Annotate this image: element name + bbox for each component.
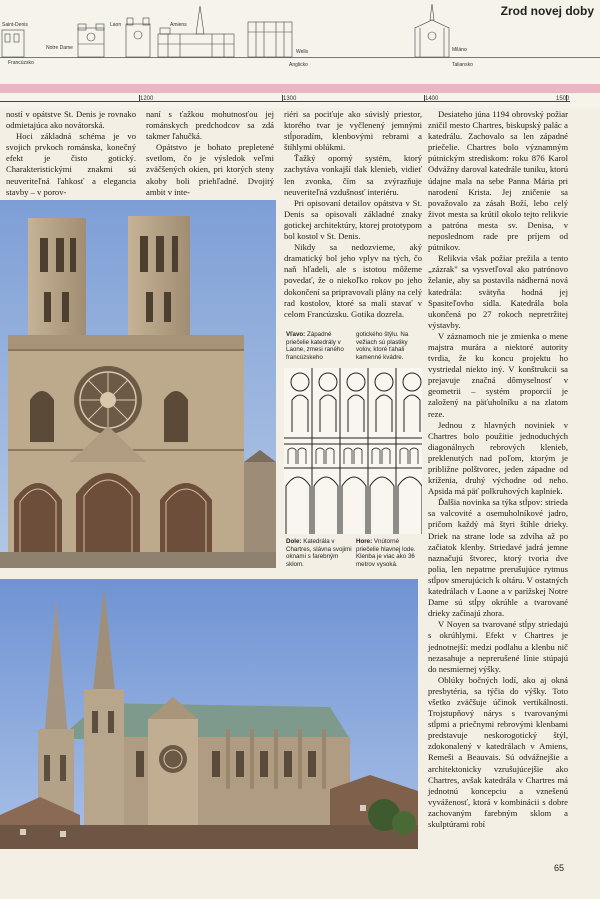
caption-text: Katedrála v Chartres, slávna svojimi oknami s farebným sklom. bbox=[286, 538, 352, 568]
caption-label: Vľavo: bbox=[286, 331, 306, 338]
place-label-amiens: Amiens bbox=[170, 22, 187, 28]
paragraph: Pri opisovaní detailov opátstva v St. Denis sa opisovali základné znaky gotickej architektúry, ktorej prototypom bol kostol v St. Denis. bbox=[284, 197, 422, 242]
caption-text: gotického štýlu. Na vežiach sú plastiky volov, ktoré ťahali kamenné kvádre. bbox=[356, 331, 409, 361]
text-column-3 bbox=[284, 109, 422, 320]
paragraph: Hoci základná schéma je vo svojich prvkoch románska, konečný efekt je čisto gotický. Charakteristickými znakmi sú neuveriteľná ľahkosť a elegancia stavby – v porov- bbox=[6, 131, 136, 197]
place-label-saint-denis: Saint-Denis bbox=[2, 22, 28, 28]
place-label-laon: Laon bbox=[110, 22, 122, 28]
paragraph: Relikvia však požiar prežila a tento „zázrak" sa vysvetľoval ako patrónovo želanie, aby sa postavila nádherná nová katedrála: svätyňa hodná jej Spasiteľovho sídla. Katedrála bola ukončená po 27 rokoch nepretržitej výstavby. bbox=[428, 253, 568, 330]
caption-label: Hore: bbox=[356, 538, 373, 545]
caption-label: Dole: bbox=[286, 538, 302, 545]
timeline-period-bar bbox=[0, 84, 600, 93]
paragraph: Ťažký oporný systém, ktorý zachytáva vonkajší tlak klenieb, vidieť len zvonka, čím sa zvýrazňuje neuveriteľná vzdušnosť interiéru. bbox=[284, 153, 422, 197]
chartres-cathedral-photo bbox=[0, 579, 418, 849]
text-column-2 bbox=[146, 109, 274, 198]
paragraph: Ďalšia novinka sa týka stĺpov: strieda sa valcovité a osemuholníkové jadro, pričom každý má štyri štíhle drieky. Driek na strane lode sa zdvíha až po začiatok klenby. Striedavé jadrá jemne naznačujú štvorec, ktorý tvoria dve polia, len nepatrne prerušujúce rytmus stĺpov smerujúcich k oltáru. V ostatných katedrálach v Laone a v parížskej Notre Dame sú stĺpy okrúhle a tvarované drieky začínajú zhora. bbox=[428, 497, 568, 619]
place-label-notre-dame: Notre Dame bbox=[46, 45, 73, 51]
place-label-wells: Wells bbox=[296, 49, 309, 55]
timeline-tick-label: 1300 bbox=[283, 96, 297, 102]
cathedral-silhouettes-icon bbox=[0, 0, 600, 58]
caption-top-left bbox=[286, 331, 354, 361]
chartres-cathedral-icon bbox=[0, 579, 418, 849]
paragraph: Nikdy sa nedozvieme, aký dramatický bol jeho vplyv na tých, čo naň hľadeli, ale s istotou môžeme povedať, že o niekoľko rokov po jeho dokončení sa pripravovali plány na celý rad kostolov, ktoré sa mali stavať v celom Francúzsku. Gotika dozrela. bbox=[284, 242, 422, 319]
timeline-tick-label: 1200 bbox=[140, 96, 154, 102]
chapter-title: Zrod novej doby bbox=[500, 4, 594, 18]
timeline-tick-label: 1500 bbox=[556, 96, 570, 102]
paragraph: naní s ťažkou mohutnosťou jej románskych predchodcov sa zdá takmer ľahučká. bbox=[146, 109, 274, 142]
paragraph: Jednou z hlavných noviniek v Chartres bolo použitie jednoduchých diagonálnych rebrových klenieb, preklenutých nad poľom, ktorým je približne polštvorec, jeden západne od kríženia, druhý východne od neho. Apsida má päť polkruhových kaplniek. bbox=[428, 419, 568, 497]
paragraph: riéri sa pociťuje ako súvislý priestor, ktorého tvar je vyčlenený jemnými stĺporadím, klenbovými rebrami a štíhlymi oblúkmi. bbox=[284, 109, 422, 153]
caption-text: Západné priečelie katedrály v Laone, zmesi raného francúzskeho bbox=[286, 331, 344, 361]
paragraph: Desiateho júna 1194 obrovský požiar zničil mesto Chartres, biskupský palác a katedrálu. Zachovalo sa len západné priečelie. Chartres bolo významným pútnickým strediskom: roku 876 Karol Odvážny daroval katedrále tuniku, ktorú údajne mala na sebe Panna Mária pri narodení Krista. Jej zničenie sa považovalo za zásah Boží, lebo celý život mesta sa krútil okolo tejto relikvie a patróna mesta sv. Denisa, v neposlednom rade pre príjem od pútnikov. bbox=[428, 109, 568, 253]
paragraph: ností v opátstve St. Denis je rovnako odmietajúca ako novátorská. bbox=[6, 109, 136, 131]
paragraph: Oblúky bočných lodí, ako aj okná presbytéria, sa týčia do výšky. Toto všetko zväčšuje účinok vertikálnosti. Trojstupňový nárys s tvarovanými stĺpmi a priečnymi rebrovými klenbami predstavuje neskorogotický štýl, zdokonalený v katedrálach v Amiens, Remeši a Beauvais. Sú odvážnejšie a architektonicky vzrušujúcejšie ako Chartres, avšak katedrála v Chartres má jednotnú koncepciu a vznešenú vyváženosť, ktorá v kombinácii s dobre zachovaným farebným sklom a skulptúrami robí bbox=[428, 674, 568, 829]
place-label-italy: Taliansko bbox=[452, 62, 473, 68]
place-label-england: Anglicko bbox=[289, 62, 308, 68]
page-number: 65 bbox=[553, 863, 564, 873]
text-column-4 bbox=[428, 109, 568, 830]
text-column-1 bbox=[6, 109, 136, 198]
laon-cathedral-facade-photo bbox=[0, 200, 276, 568]
place-label-milano: Miláno bbox=[452, 47, 467, 53]
caption-text: Vnútorné priečelie hlavnej lode. Klenba je viac ako 36 metrov vysoká. bbox=[356, 538, 416, 568]
laon-cathedral-facade-icon bbox=[0, 200, 276, 568]
caption-bottom-right bbox=[356, 538, 422, 568]
nave-elevation-drawing-icon bbox=[284, 368, 422, 534]
caption-top-right bbox=[356, 331, 422, 361]
paragraph: Opátstvo je bohato prepletené svetlom, čo je výsledok veľmi zväčšených okien, pri ktorých steny akoby boli priehľadné. Dvojitý ambit v inte- bbox=[146, 142, 274, 197]
timeline-tick-label: 1400 bbox=[425, 96, 439, 102]
caption-bottom-left bbox=[286, 538, 352, 568]
place-label-france: Francúzsko bbox=[8, 60, 34, 66]
paragraph: V Noyen sa tvarované stĺpy striedajú s okrúhlymi. Efekt v Chartres je jednotnejší: medzi podlahu a klenbu nič nezasahuje a neprerušené línie stúpajú do nesmiernej výšky. bbox=[428, 619, 568, 674]
paragraph: V záznamoch nie je zmienka o mene majstra murára a niektoré autority tvrdia, že ku koncu projektu ho vystriedal niekto iný. V konštrukcii sa prejavuje značná dômyselnosť v geometrii – systém proporcií je založený na päťuholníku a na zlatom reze. bbox=[428, 330, 568, 419]
timeline-header bbox=[0, 0, 600, 108]
